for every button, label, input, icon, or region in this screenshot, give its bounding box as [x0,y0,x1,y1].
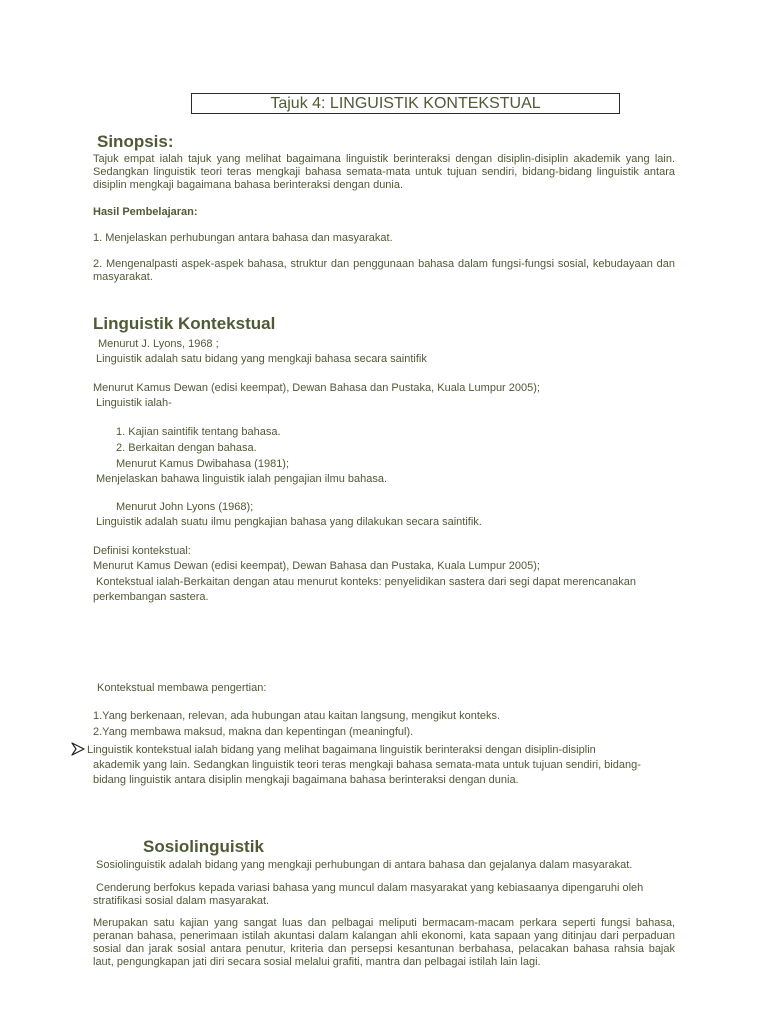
arrow-bullet-icon [71,742,85,756]
text-line: Kontekstual membawa pengertian: [97,682,267,694]
sinopsis-body: Tajuk empat ialah tajuk yang melihat bagaimana linguistik berinteraksi dengan disiplin-disiplin akademik yang lain. Sedangkan linguistik teori teras mengkaji bahasa semata-mata untuk tujuan sendiri, bidang-bidang linguistik antara disiplin mengkaji bagaimana bahasa berinteraksi dengan dunia. [93,153,675,191]
bullet-text-line: Linguistik kontekstual ialah bidang yang melihat bagaimana linguistik berinteraksi dengan disiplin-disiplin [87,744,596,756]
list-item: 1. Kajian saintifik tentang bahasa. [116,426,281,438]
sinopsis-heading: Sinopsis: [97,132,174,151]
text-line: Menurut Kamus Dwibahasa (1981); [116,458,290,470]
bullet-text-line: bidang linguistik antara disiplin mengkaji bagaimana bahasa berinteraksi dengan dunia. [93,774,519,786]
text-line: Linguistik adalah suatu ilmu pengkajian bahasa yang dilakukan secara saintifik. [96,516,482,528]
sosio-paragraph: Cenderung berfokus kepada variasi bahasa yang muncul dalam masyarakat yang kebiasaanya dipengaruhi oleh [96,882,644,894]
text-line: Menjelaskan bahawa linguistik ialah pengajian ilmu bahasa. [96,473,388,485]
linguistik-heading: Linguistik Kontekstual [93,314,276,333]
list-item: 2. Berkaitan dengan bahasa. [116,442,257,454]
hasil-heading: Hasil Pembelajaran: [93,206,198,218]
sosio-paragraph: stratifikasi sosial dalam masyarakat. [93,895,270,907]
text-line: Kontekstual ialah-Berkaitan dengan atau menurut konteks: penyelidikan sastera dari segi dapat merencanakan [96,576,636,588]
sosio-paragraph: Merupakan satu kajian yang sangat luas dan pelbagai meliputi bermacam-macam perkara seperti fungsi bahasa, peranan bahasa, penerimaan istilah akuntasi dalam kalangan ahli ekonomi, kata sapaan yang ditinjau dari perpaduan sosial dan jarak sosial antara penutur, kriteria dan persepsi kesantunan berbahasa, pelacakan bahasa rahsia bajak laut, pengungkapan jati diri secara sosial melalui grafiti, mantra dan pelbagai istilah lain lagi. [93,917,675,968]
text-line: perkembangan sastera. [93,591,209,603]
text-line: Linguistik ialah- [96,397,172,409]
bullet-text-line: akademik yang lain. Sedangkan linguistik teori teras mengkaji bahasa semata-mata untuk tujuan sendiri, bidang- [93,759,641,771]
list-item: 1.Yang berkenaan, relevan, ada hubungan atau kaitan langsung, mengikut konteks. [93,710,501,722]
text-line: Menurut Kamus Dewan (edisi keempat), Dewan Bahasa dan Pustaka, Kuala Lumpur 2005); [93,560,540,572]
hasil-item-1: 1. Menjelaskan perhubungan antara bahasa dan masyarakat. [93,232,393,244]
sosio-heading: Sosiolinguistik [143,837,264,856]
text-line: Linguistik adalah satu bidang yang mengkaji bahasa secara saintifik [96,353,427,365]
text-line: Menurut J. Lyons, 1968 ; [98,338,219,350]
text-line: Definisi kontekstual: [93,545,191,557]
page-title: Tajuk 4: LINGUISTIK KONTEKSTUAL [191,93,620,114]
hasil-item-2: 2. Mengenalpasti aspek-aspek bahasa, struktur dan penggunaan bahasa dalam fungsi-fungsi sosial, kebudayaan dan masyarakat. [93,258,675,283]
text-line: Menurut Kamus Dewan (edisi keempat), Dewan Bahasa dan Pustaka, Kuala Lumpur 2005); [93,382,540,394]
sosio-paragraph: Sosiolinguistik adalah bidang yang mengkaji perhubungan di antara bahasa dan gejalanya dalam masyarakat. [96,859,633,871]
text-line: Menurut John Lyons (1968); [116,501,254,513]
list-item: 2.Yang membawa maksud, makna dan kepentingan (meaningful). [93,726,414,738]
